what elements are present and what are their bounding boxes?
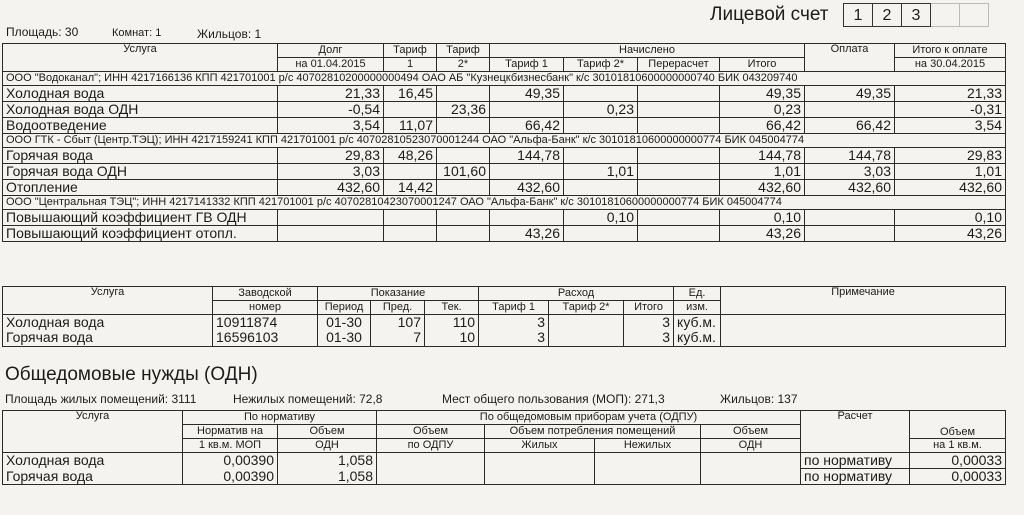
col-vol1 (910, 411, 1006, 439)
col-debt: Долг (278, 44, 384, 58)
cell (437, 180, 490, 196)
cell (638, 164, 720, 180)
cell: 101,60 (437, 164, 490, 180)
row-service: Повышающий коэффициент ГВ ОДН (3, 210, 278, 226)
col-usage-total: Итого (624, 301, 674, 315)
cell: 432,60 (278, 180, 384, 196)
cell: 66,42 (805, 118, 895, 134)
cell (384, 164, 437, 180)
supplier-info: ООО "Центральная ТЭЦ"; ИНН 4217141332 КПП 421701001 р/с 40702810423070001247 ОАО "Альфа-Банк" к/с 30101810600000000774 БИК 045004774 (3, 196, 1006, 210)
row-service: Горячая вода (3, 469, 183, 485)
col-residential: Жилых (485, 439, 595, 453)
cell: куб.м. (674, 330, 721, 346)
odn-mop: Мест общего пользования (МОП): 271,3 (442, 392, 665, 406)
account-digit: 2 (873, 4, 902, 27)
cell: куб.м. (674, 315, 721, 331)
cell: 1,058 (278, 469, 377, 485)
cell: 7 (371, 330, 425, 346)
cell: 21,33 (895, 86, 1006, 102)
row-service: Холодная вода ОДН (3, 102, 278, 118)
cell: 01-30 (318, 315, 371, 331)
col-tariff2-num: 2* (437, 58, 490, 72)
cell: 3,03 (805, 164, 895, 180)
cell (490, 210, 564, 226)
cell: 432,60 (895, 180, 1006, 196)
info-residents: Жильцов: 1 (197, 27, 262, 41)
cell (278, 210, 384, 226)
col-odpu-vol-2: по ОДПУ (377, 439, 485, 453)
col-norm-vol: Объем (278, 425, 377, 439)
col-odpu-vol: Объем (377, 425, 485, 439)
col-vol1-2: на 1 кв.м. (910, 439, 1006, 453)
info-area: Площадь: 30 (6, 25, 79, 39)
cell: 29,83 (278, 148, 384, 164)
cell: 3 (479, 315, 549, 331)
cell: 144,78 (720, 148, 805, 164)
row-service: Повышающий коэффициент отопл. (3, 226, 278, 242)
cell: по нормативу (801, 469, 910, 485)
row-service: Водоотведение (3, 118, 278, 134)
col-vol1-label: Объем (939, 426, 976, 438)
cell (437, 210, 490, 226)
cell: 43,26 (720, 226, 805, 242)
cell: 0,10 (895, 210, 1006, 226)
account-label: Лицевой счет (710, 4, 829, 25)
account-digit: 3 (902, 4, 931, 27)
supplier-info: ООО ГТК - Сбыт (Центр.ТЭЦ); ИНН 4217159241 КПП 421701001 р/с 40702810523070001244 ОАО "Альфа-Банк" к/с 30101810600000000774 БИК 045004774 (3, 134, 1006, 148)
cell (384, 226, 437, 242)
row-service: Горячая вода (3, 148, 278, 164)
cell (485, 453, 595, 485)
note-cell (721, 315, 1006, 347)
col-charged-t2: Тариф 2* (564, 58, 638, 72)
col-odn-vol: Объем (701, 425, 801, 439)
meters-table (2, 286, 1006, 347)
cell: 0,00390 (183, 469, 278, 485)
cell: 0,10 (564, 210, 638, 226)
account-number (843, 3, 989, 27)
col-paid-label: Оплата (830, 43, 869, 55)
cell (638, 226, 720, 242)
odn-table (2, 410, 1006, 485)
odn-title: Общедомовые нужды (ОДН) (5, 364, 258, 385)
cell: 432,60 (805, 180, 895, 196)
info-rooms: Комнат: 1 (112, 27, 162, 39)
odn-residents: Жильцов: 137 (720, 392, 798, 406)
row-service: Холодная вода (3, 86, 278, 102)
col-note-label: Примечание (831, 286, 895, 298)
cell: 43,26 (895, 226, 1006, 242)
cell (638, 180, 720, 196)
col-recalc: Перерасчет (638, 58, 720, 72)
cell: 49,35 (720, 86, 805, 102)
cell: 144,78 (805, 148, 895, 164)
col-norm-vol-2: ОДН (278, 439, 377, 453)
cell (564, 226, 638, 242)
cell: 66,42 (490, 118, 564, 134)
cell (564, 180, 638, 196)
row-service: Холодная вода (3, 453, 183, 469)
cell (437, 86, 490, 102)
cell (549, 330, 624, 346)
cell (638, 118, 720, 134)
col-reading: Показание (318, 287, 479, 301)
cell: 16,45 (384, 86, 437, 102)
cell (701, 453, 801, 485)
col-consumption: Объем потребления помещений (485, 425, 701, 439)
col-tariff2: Тариф (437, 44, 490, 58)
account-digit (960, 4, 989, 27)
col-norm-rate-2: 1 кв.м. МОП (183, 439, 278, 453)
cell (437, 148, 490, 164)
cell: 432,60 (490, 180, 564, 196)
cell: 144,78 (490, 148, 564, 164)
row-service: Горячая вода ОДН (3, 164, 278, 180)
cell: 10 (425, 330, 479, 346)
cell: 66,42 (720, 118, 805, 134)
col-tariff1-num: 1 (384, 58, 437, 72)
cell: 14,42 (384, 180, 437, 196)
cell (278, 226, 384, 242)
cell (564, 118, 638, 134)
col-prev: Пред. (371, 301, 425, 315)
cell: 1,01 (564, 164, 638, 180)
cell: 10911874 (213, 315, 318, 331)
col-charged: Начислено (490, 44, 805, 58)
account-digit: 1 (844, 4, 873, 27)
cell: 11,07 (384, 118, 437, 134)
cell (490, 102, 564, 118)
cell (564, 86, 638, 102)
cell: 29,83 (895, 148, 1006, 164)
col-unit-2: изм. (674, 301, 721, 315)
cell: 1,01 (720, 164, 805, 180)
col-calc (801, 411, 910, 453)
cell: -0,31 (895, 102, 1006, 118)
col-usage-t2: Тариф 2* (549, 301, 624, 315)
cell: 21,33 (278, 86, 384, 102)
col-norm: По нормативу (183, 411, 377, 425)
cell (638, 210, 720, 226)
cell (377, 453, 485, 485)
cell: 48,26 (384, 148, 437, 164)
supplier-info: ООО "Водоканал"; ИНН 4217166136 КПП 421701001 р/с 40702810200000000494 ОАО АБ "Кузнецкбизнесбанк" к/с 30101810600000000740 БИК 043209740 (3, 72, 1006, 86)
cell: 3 (624, 330, 674, 346)
cell: 3,54 (278, 118, 384, 134)
col-usage: Расход (479, 287, 674, 301)
col-charged-total: Итого (720, 58, 805, 72)
odn-nonresidential: Нежилых помещений: 72,8 (233, 392, 383, 406)
cell: 0,00033 (910, 453, 1006, 469)
cell (638, 148, 720, 164)
cell: -0,54 (278, 102, 384, 118)
row-service: Холодная вода (3, 315, 213, 331)
charges-table (2, 43, 1006, 242)
cell: по нормативу (801, 453, 910, 469)
col-paid (805, 44, 895, 72)
col-calc-label: Расчет (837, 410, 873, 422)
cell: 0,00033 (910, 469, 1006, 485)
cell: 3,54 (895, 118, 1006, 134)
cell: 0,23 (720, 102, 805, 118)
account-digit (931, 4, 960, 27)
col-service (3, 44, 278, 72)
cell: 0,23 (564, 102, 638, 118)
col-unit: Ед. (674, 287, 721, 301)
odn-residential: Площадь жилых помещений: 3111 (5, 392, 197, 406)
cell: 432,60 (720, 180, 805, 196)
cell: 1,058 (278, 453, 377, 469)
cell (437, 226, 490, 242)
col-service (3, 411, 183, 453)
col-total-date: на 30.04.2015 (895, 58, 1006, 72)
cell (384, 102, 437, 118)
cell: 49,35 (805, 86, 895, 102)
cell: 49,35 (490, 86, 564, 102)
cell: 01-30 (318, 330, 371, 346)
cell (805, 102, 895, 118)
cell (564, 148, 638, 164)
col-service-label: Услуга (90, 286, 125, 298)
cell (384, 210, 437, 226)
cell: 3,03 (278, 164, 384, 180)
cell: 43,26 (490, 226, 564, 242)
cell: 3 (479, 330, 549, 346)
cell: 107 (371, 315, 425, 331)
col-charged-t1: Тариф 1 (490, 58, 564, 72)
col-usage-t1: Тариф 1 (479, 301, 549, 315)
cell: 1,01 (895, 164, 1006, 180)
row-service: Отопление (3, 180, 278, 196)
cell: 3 (624, 315, 674, 331)
cell (638, 86, 720, 102)
col-odn-vol-2: ОДН (701, 439, 801, 453)
col-service-label: Услуга (75, 410, 110, 422)
cell: 110 (425, 315, 479, 331)
cell (437, 118, 490, 134)
cell (595, 453, 701, 485)
col-serial: Заводской (213, 287, 318, 301)
cell: 23,36 (437, 102, 490, 118)
col-serial-2: номер (213, 301, 318, 315)
cell: 16596103 (213, 330, 318, 346)
cell (549, 315, 624, 331)
col-service (3, 287, 213, 315)
col-norm-rate: Норматив на (183, 425, 278, 439)
col-period: Период (318, 301, 371, 315)
col-total: Итого к оплате (895, 44, 1006, 58)
cell: 0,00390 (183, 453, 278, 469)
col-note (721, 287, 1006, 315)
cell (805, 210, 895, 226)
cell (638, 102, 720, 118)
col-service-label: Услуга (123, 43, 157, 55)
col-odpu: По общедомовым приборам учета (ОДПУ) (377, 411, 801, 425)
cell (490, 164, 564, 180)
col-debt-date: на 01.04.2015 (278, 58, 384, 72)
col-tariff1: Тариф (384, 44, 437, 58)
row-service: Горячая вода (3, 330, 213, 346)
cell: 0,10 (720, 210, 805, 226)
col-cur: Тек. (425, 301, 479, 315)
col-nonresidential: Нежилых (595, 439, 701, 453)
cell (805, 226, 895, 242)
